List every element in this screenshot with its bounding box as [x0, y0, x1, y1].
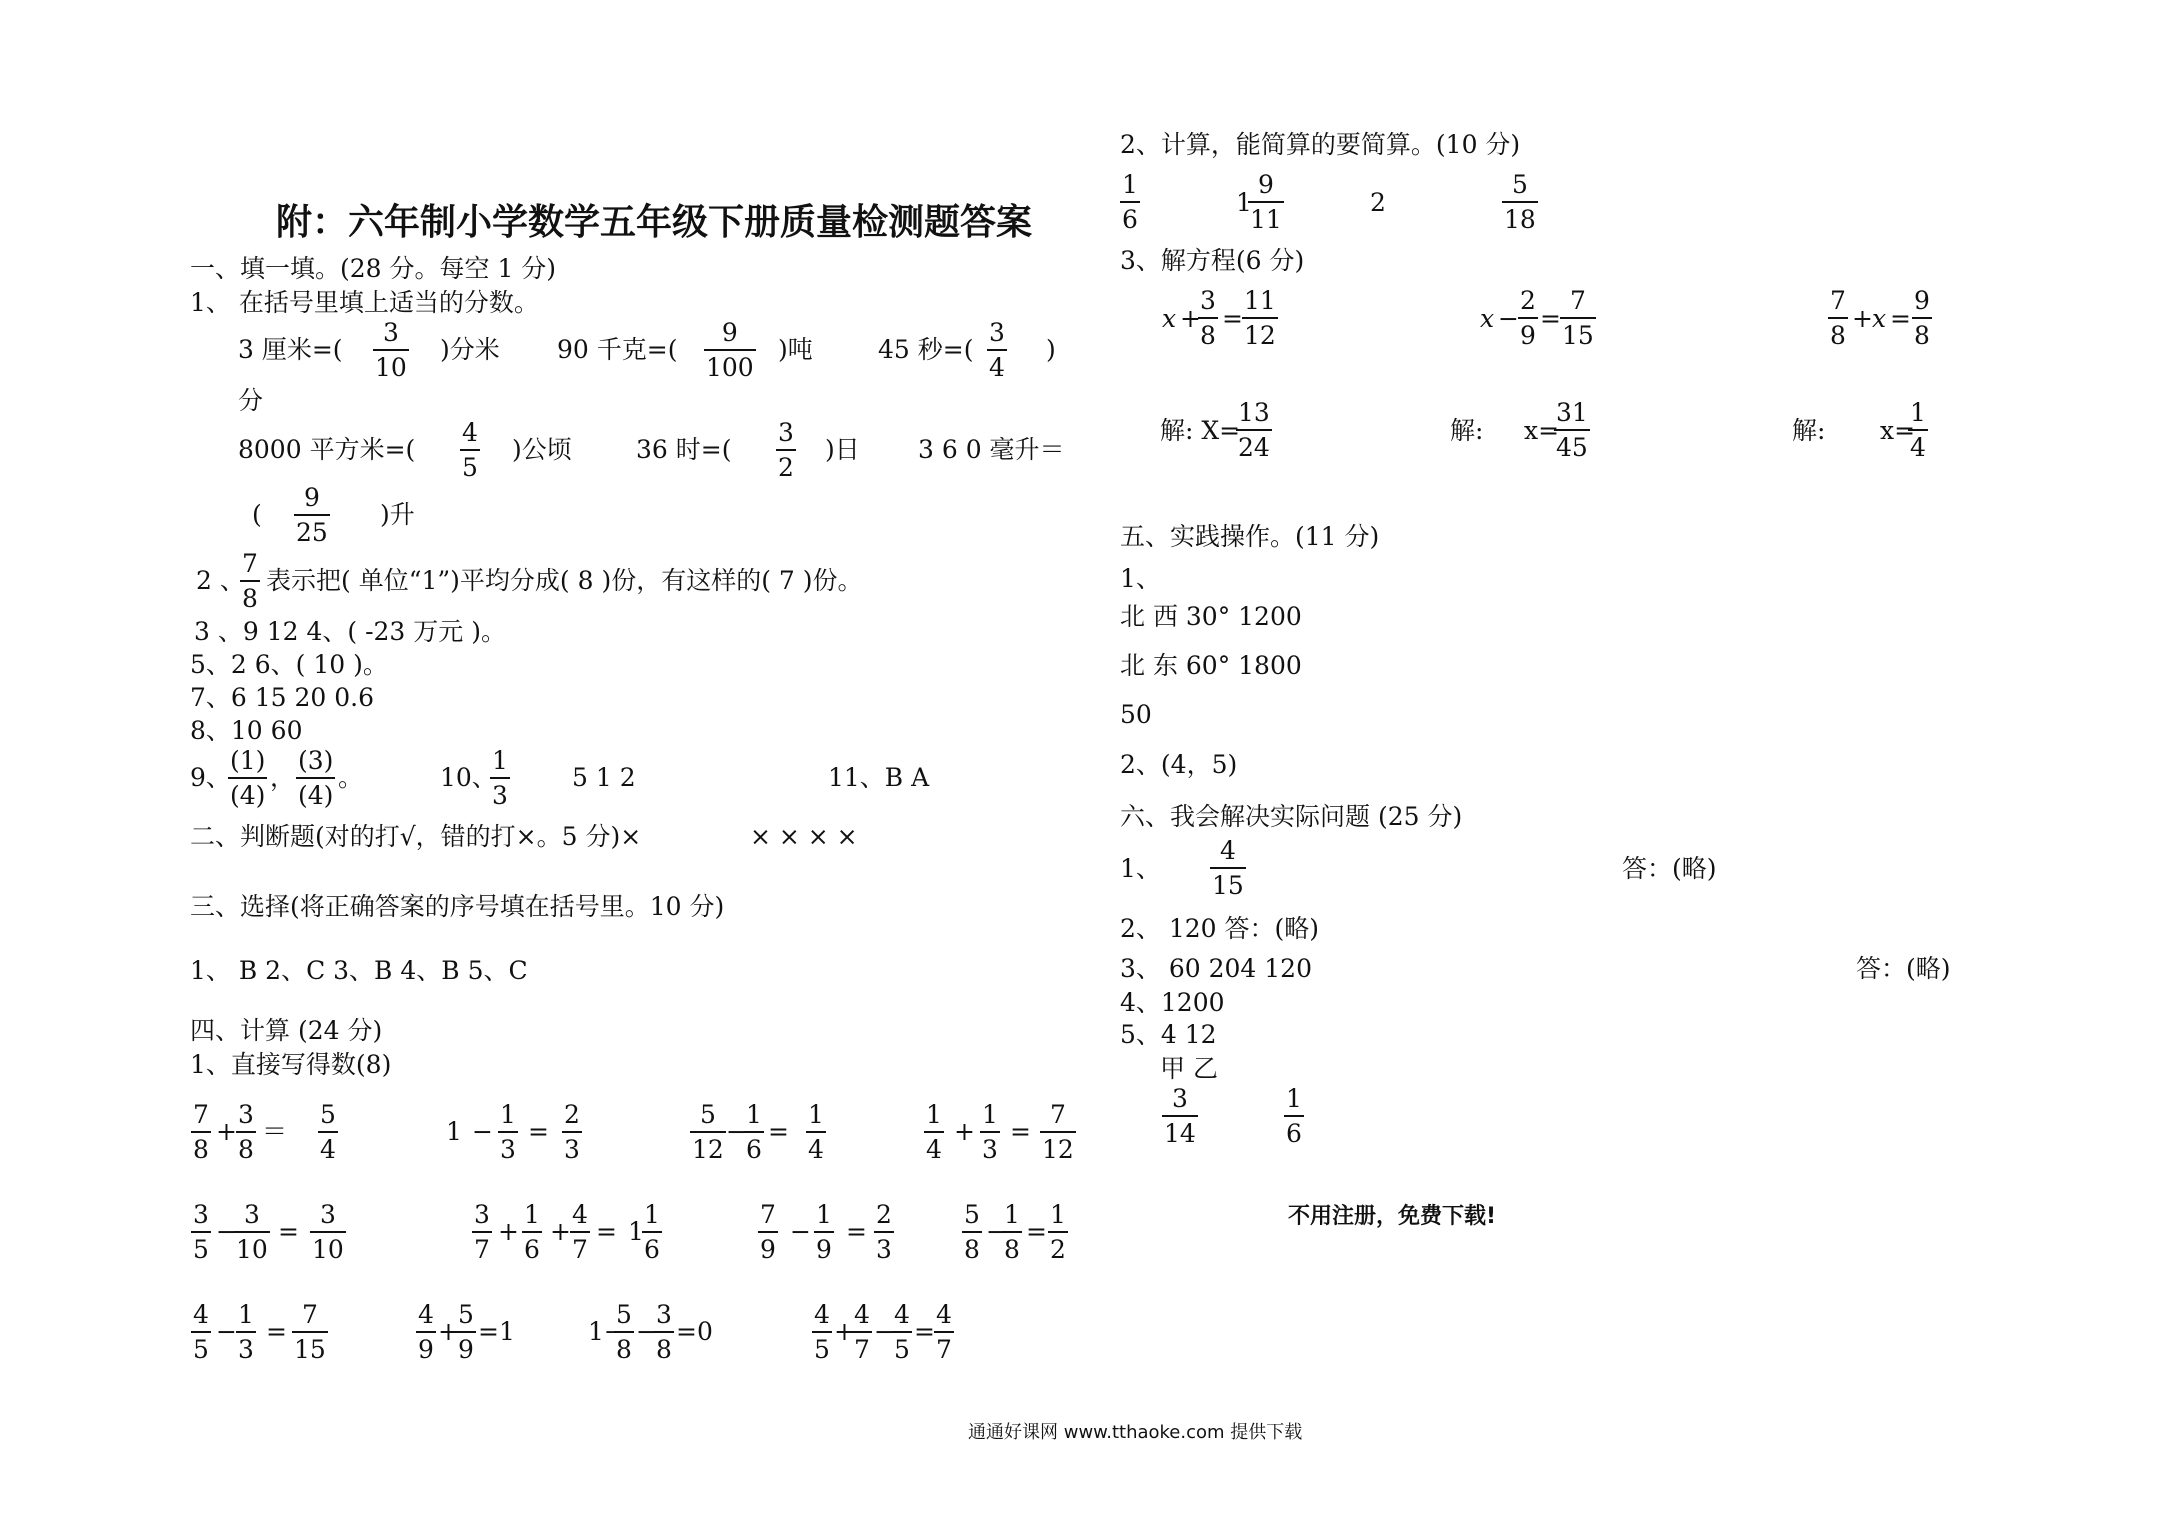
op: −: [986, 1217, 1007, 1246]
op: +: [1180, 304, 1201, 333]
section-5-heading: 五、实践操作。(11 分): [1120, 522, 1380, 551]
answer-5-6: 5、2 6、( 10 )。: [190, 650, 388, 679]
section-2-marks: × × × ×: [750, 822, 858, 851]
fraction: 4 15: [1212, 836, 1244, 900]
text: 2 、: [196, 566, 245, 595]
fraction: 7 9: [760, 1200, 776, 1264]
text: 45 秒=(: [878, 335, 974, 364]
text: )公顷: [512, 435, 572, 464]
fraction: 3 10: [236, 1200, 268, 1264]
op: =: [266, 1317, 287, 1346]
section-6-heading: 六、我会解决实际问题 (25 分): [1120, 802, 1463, 831]
answer-6-3: 3、 60 204 120: [1120, 954, 1312, 983]
answer-6-5: 5、4 12: [1120, 1020, 1217, 1049]
fraction: 3 8: [1200, 286, 1216, 350]
text: 10、: [440, 763, 497, 792]
promo-text: 不用注册，免费下载!: [1288, 1204, 1497, 1229]
op: =: [1222, 304, 1243, 333]
op: +: [216, 1117, 237, 1146]
text: 分: [238, 386, 264, 415]
page-title: 附：六年制小学数学五年级下册质量检测题答案: [276, 201, 1033, 243]
text: 3 6 0 毫升＝: [918, 435, 1065, 464]
op: +: [550, 1217, 571, 1246]
fraction: 1 9: [816, 1200, 832, 1264]
op: +: [438, 1317, 459, 1346]
fraction: 5 12: [692, 1100, 724, 1164]
question-3: 3、解方程(6 分): [1120, 246, 1305, 275]
text: 解: X=: [1160, 416, 1241, 445]
fraction: 4 7: [854, 1300, 870, 1364]
text: 解:: [1792, 416, 1826, 445]
text: 1、: [1120, 854, 1161, 883]
op: =: [528, 1117, 549, 1146]
section-2-heading: 二、判断题(对的打√，错的打×。5 分)×: [190, 822, 642, 851]
fraction: 2 9: [1520, 286, 1536, 350]
op: −: [472, 1117, 493, 1146]
text: 解:: [1450, 416, 1484, 445]
fraction: 3 8: [656, 1300, 672, 1364]
text: 甲 乙: [1160, 1054, 1218, 1083]
fraction: 1 6: [1122, 170, 1138, 234]
fraction: 1 6: [746, 1100, 762, 1164]
fraction: 7 8: [242, 549, 258, 613]
fraction: 3 2: [778, 418, 794, 482]
fraction: 31 45: [1556, 398, 1588, 462]
number: 1: [446, 1117, 462, 1146]
text: )升: [380, 500, 415, 529]
question-4-1: 1、直接写得数(8): [190, 1050, 392, 1079]
fraction: 7 12: [1042, 1100, 1074, 1164]
fraction: 9 100: [706, 318, 754, 382]
op: −: [216, 1317, 237, 1346]
op: =: [1540, 304, 1561, 333]
fraction: 1 4: [1910, 398, 1926, 462]
fraction: 4 5: [814, 1300, 830, 1364]
text: 答：(略): [1856, 954, 1951, 983]
op: =: [914, 1317, 935, 1346]
op: −: [636, 1317, 657, 1346]
text: 5 1 2: [572, 763, 636, 792]
fraction: 1 3: [238, 1300, 254, 1364]
fraction: 1 4: [808, 1100, 824, 1164]
text: x=: [1524, 416, 1560, 445]
fraction: 13 24: [1238, 398, 1270, 462]
fraction: 9 25: [296, 483, 328, 547]
fraction: (1) (4): [230, 746, 266, 810]
section-3-heading: 三、选择(将正确答案的序号填在括号里。10 分): [190, 892, 725, 921]
text: 1−: [588, 1317, 625, 1346]
fraction: 2 3: [876, 1200, 892, 1264]
fraction: 1 3: [492, 746, 508, 810]
number: 1: [628, 1217, 644, 1246]
answer-5-1c: 50: [1120, 700, 1152, 729]
fraction: 5 8: [964, 1200, 980, 1264]
text: ，: [270, 763, 296, 792]
fraction: 4 7: [572, 1200, 588, 1264]
fraction: 1 6: [1286, 1084, 1302, 1148]
op: +: [1852, 304, 1873, 333]
fraction: 4 9: [418, 1300, 434, 1364]
section-4-heading: 四、计算 (24 分): [190, 1016, 383, 1045]
fraction: 2 3: [564, 1100, 580, 1164]
text: x=: [1880, 416, 1916, 445]
fraction: 9 11: [1250, 170, 1282, 234]
op: =: [846, 1217, 867, 1246]
fraction: 11 12: [1244, 286, 1276, 350]
number: 1: [1236, 188, 1252, 217]
fraction: 1 4: [926, 1100, 942, 1164]
answer-8: 8、10 60: [190, 716, 303, 745]
op: −: [790, 1217, 811, 1246]
text: ): [1046, 335, 1056, 364]
op: −: [726, 1117, 747, 1146]
op: =: [596, 1217, 617, 1246]
fraction: 5 8: [616, 1300, 632, 1364]
op: −: [216, 1217, 237, 1246]
answer-7: 7、6 15 20 0.6: [190, 683, 375, 712]
op: =: [768, 1117, 789, 1146]
fraction: 7 8: [1830, 286, 1846, 350]
fraction: 3 14: [1164, 1084, 1196, 1148]
text: (: [252, 500, 262, 529]
fraction: 3 10: [375, 318, 407, 382]
text: )日: [825, 435, 860, 464]
answer-6-4: 4、1200: [1120, 988, 1225, 1017]
text: 36 时=(: [636, 435, 732, 464]
op: =: [278, 1217, 299, 1246]
question-2: 2、计算，能简算的要简算。(10 分): [1120, 130, 1521, 159]
fraction: 3 5: [193, 1200, 209, 1264]
fraction: 5 9: [458, 1300, 474, 1364]
fraction: 1 8: [1004, 1200, 1020, 1264]
text: 表示把( 单位“1”)平均分成( 8 )份，有这样的( 7 )份。: [266, 566, 863, 595]
fraction: 7 8: [193, 1100, 209, 1164]
fraction: 1 2: [1050, 1200, 1066, 1264]
fraction: 1 3: [982, 1100, 998, 1164]
text: )分米: [440, 335, 500, 364]
fraction: 3 7: [474, 1200, 490, 1264]
op: −: [1498, 304, 1519, 333]
op: −: [874, 1317, 895, 1346]
fraction: 1 6: [524, 1200, 540, 1264]
op: +: [498, 1217, 519, 1246]
variable: x: [1480, 304, 1495, 333]
fraction: 1 6: [644, 1200, 660, 1264]
answer-5-2: 2、(4，5): [1120, 750, 1238, 779]
text: 3 厘米=(: [238, 335, 343, 364]
text: 1、: [1120, 564, 1161, 593]
text: 答：(略): [1622, 854, 1717, 883]
fraction: 5 18: [1504, 170, 1536, 234]
fraction: 4 5: [193, 1300, 209, 1364]
fraction: 4 5: [894, 1300, 910, 1364]
text: 11、B A: [828, 763, 930, 792]
fraction: 7 15: [294, 1300, 326, 1364]
result: =1: [478, 1317, 515, 1346]
fraction: 3 8: [238, 1100, 254, 1164]
answer-5-1a: 北 西 30° 1200: [1120, 602, 1302, 631]
op: ＝: [262, 1117, 288, 1146]
fraction: 5 4: [320, 1100, 336, 1164]
fraction: 3 4: [989, 318, 1005, 382]
op: +: [834, 1317, 855, 1346]
answer-3-4: 3 、9 12 4、( -23 万元 )。: [194, 617, 506, 646]
fraction: 9 8: [1914, 286, 1930, 350]
fraction: (3) (4): [298, 746, 334, 810]
result: =0: [676, 1317, 713, 1346]
question-1: 1、 在括号里填上适当的分数。: [190, 288, 539, 317]
fraction: 7 15: [1562, 286, 1594, 350]
text: )吨: [778, 335, 813, 364]
op: =: [1026, 1217, 1047, 1246]
fraction: 1 3: [500, 1100, 516, 1164]
text: 9、: [190, 763, 231, 792]
text: 8000 平方米=(: [238, 435, 416, 464]
fraction: 4 5: [462, 418, 478, 482]
footer: 通通好课网 www.tthaoke.com 提供下载: [968, 1422, 1303, 1443]
op: =: [1010, 1117, 1031, 1146]
fraction: 3 10: [312, 1200, 344, 1264]
variable: x: [1872, 304, 1887, 333]
fraction: 4 7: [936, 1300, 952, 1364]
variable: x: [1162, 304, 1177, 333]
section-1-heading: 一、填一填。(28 分。每空 1 分): [190, 254, 557, 283]
answer-6-2: 2、 120 答：(略): [1120, 914, 1320, 943]
number: 2: [1370, 188, 1386, 217]
op: =: [1890, 304, 1911, 333]
text: 90 千克=(: [557, 335, 678, 364]
answer-5-1b: 北 东 60° 1800: [1120, 651, 1302, 680]
text: 。: [338, 763, 364, 792]
op: +: [954, 1117, 975, 1146]
section-3-answers: 1、 B 2、C 3、B 4、B 5、C: [190, 956, 528, 985]
